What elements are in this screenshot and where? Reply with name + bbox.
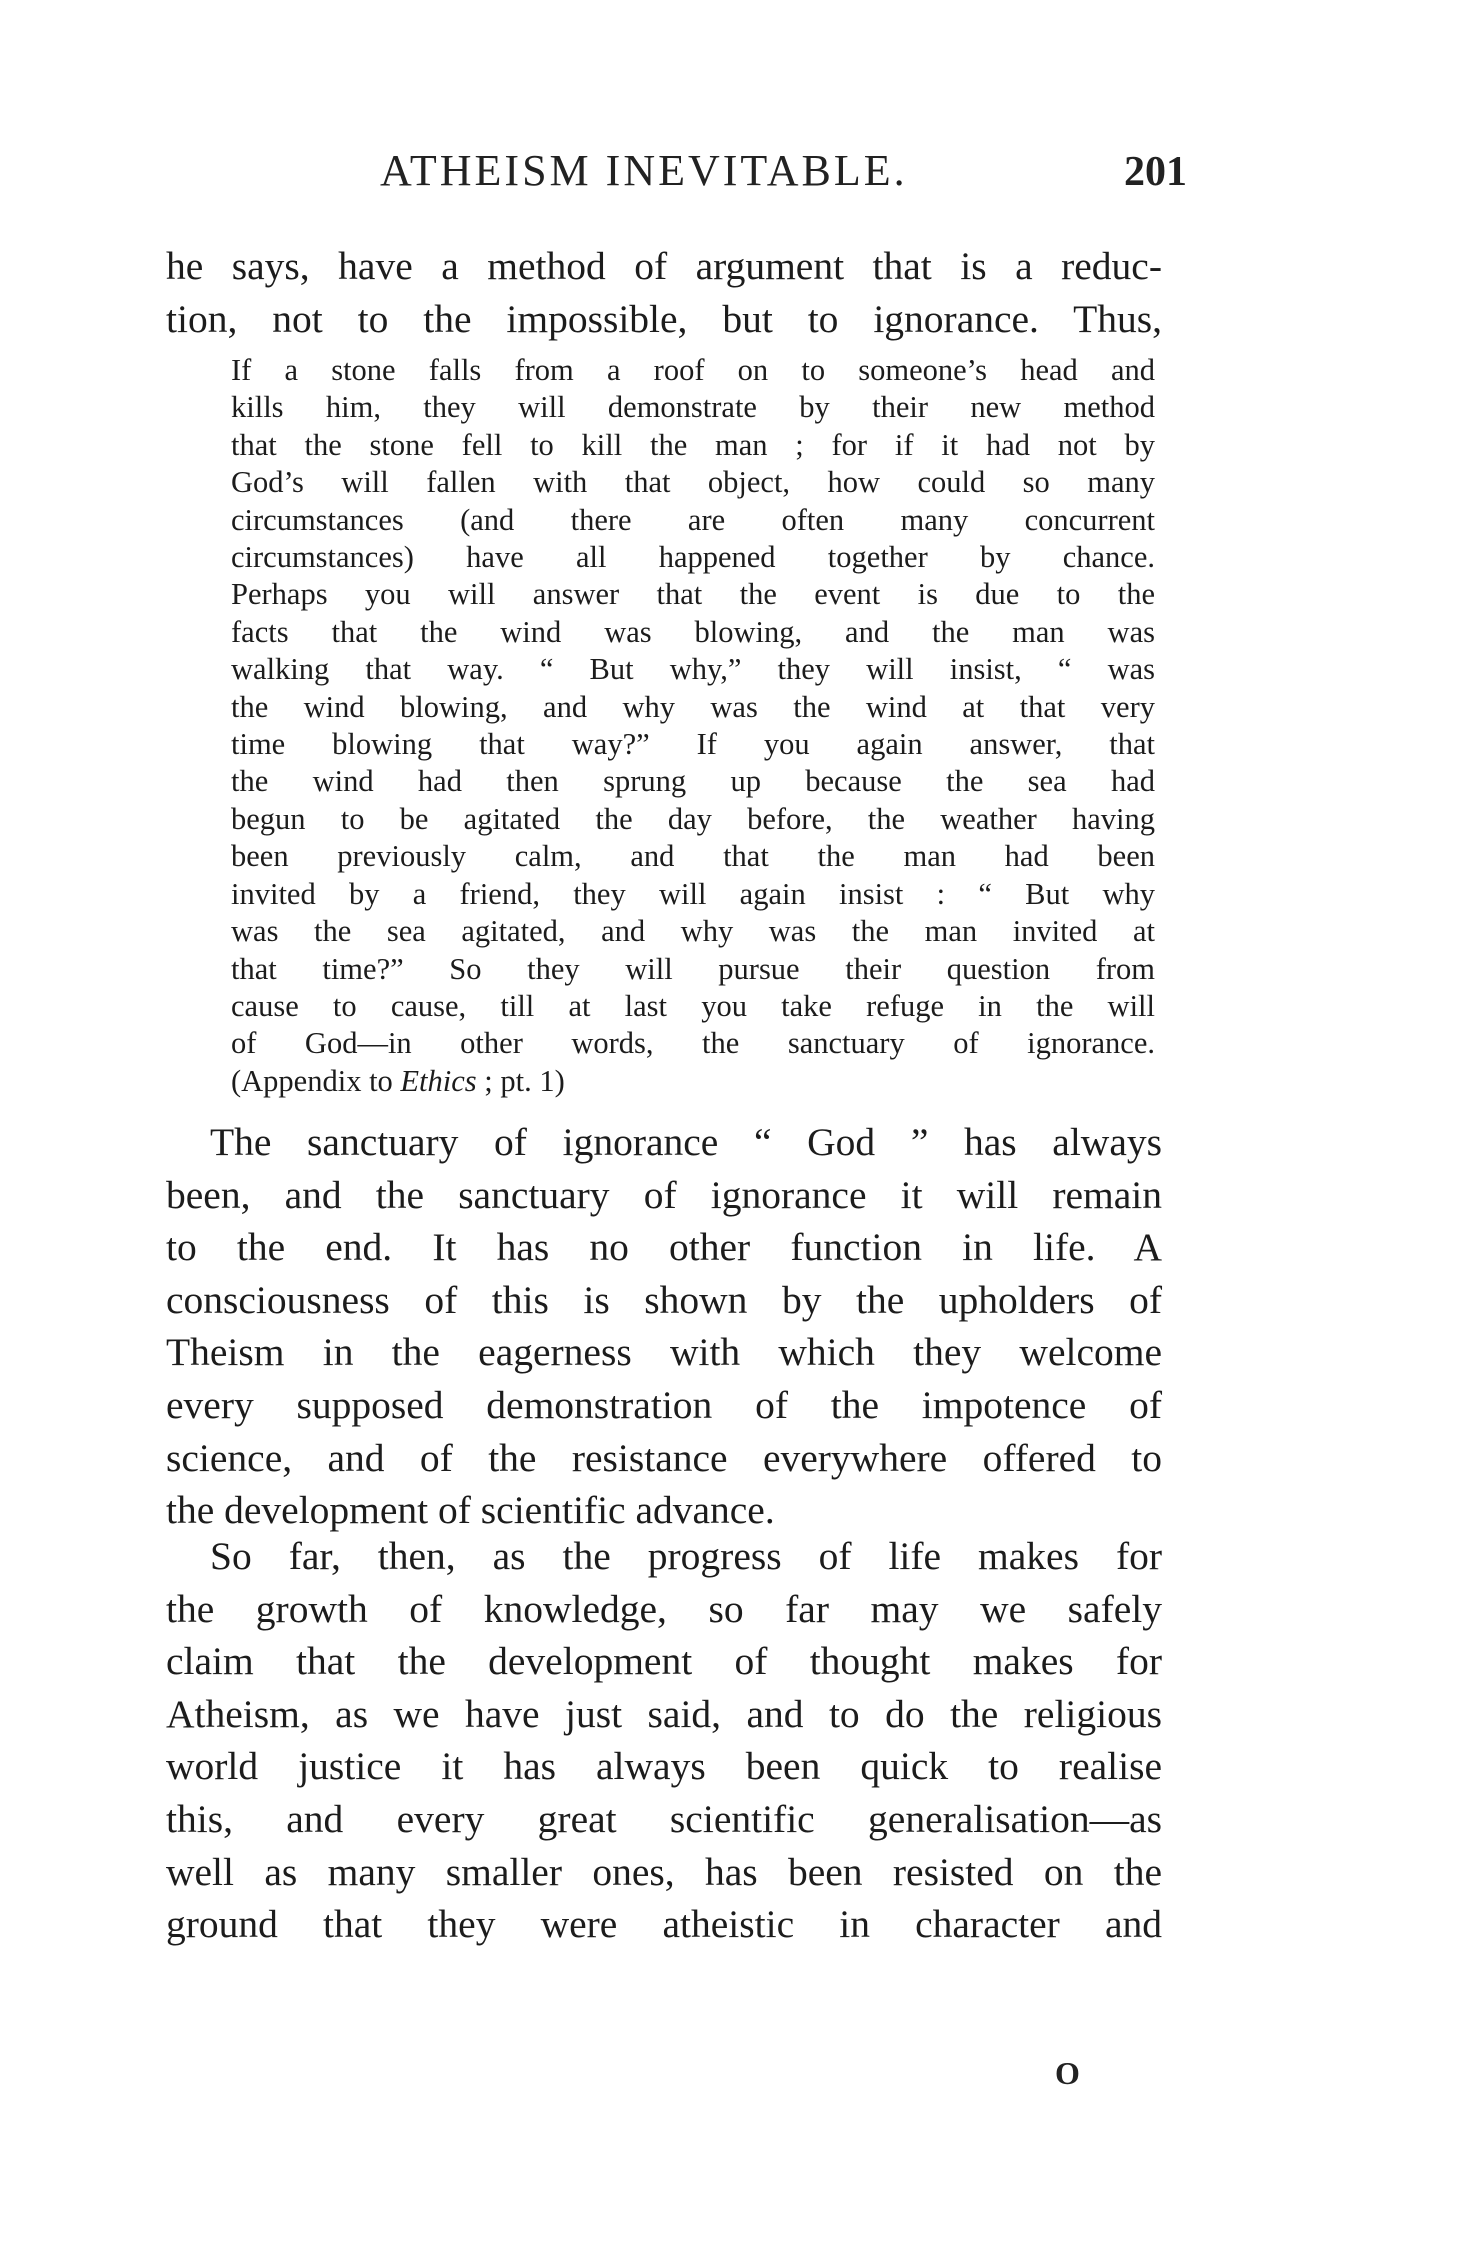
paragraph-3 <box>166 1530 1162 1951</box>
running-title: ATHEISM INEVITABLE. <box>380 146 908 195</box>
paragraph-1 <box>166 240 1162 345</box>
quote-citation <box>231 1063 1155 1100</box>
quote-line: circumstances (and there are often many concurrent <box>231 502 1155 537</box>
paragraph-2 <box>166 1116 1162 1537</box>
text-line: So far, then, as the progress of life makes for <box>210 1534 1162 1578</box>
quote-line: invited by a friend, they will again insist : “ But why <box>231 876 1155 911</box>
quote-line: Perhaps you will answer that the event is due to the <box>231 577 1155 612</box>
text-line: this, and every great scientific generalisation—as <box>166 1796 1162 1841</box>
signature-mark: O <box>1055 2055 1080 2091</box>
text-line: Theism in the eagerness with which they welcome <box>166 1330 1162 1375</box>
text-line: tion, not to the impossible, but to ignorance. Thus, <box>166 296 1162 341</box>
quote-line: that time?” So they will pursue their question from <box>231 951 1155 986</box>
text-line: ground that they were atheistic in character and <box>166 1902 1162 1947</box>
citation-title: Ethics <box>400 1063 477 1098</box>
quote-line: circumstances) have all happened together by chance. <box>231 540 1155 575</box>
text-line: every supposed demonstration of the impotence of <box>166 1382 1162 1427</box>
quote-line: of God—in other words, the sanctuary of ignorance. <box>231 1026 1155 1061</box>
block-quote <box>231 352 1155 1100</box>
page-number: 201 <box>1124 149 1187 195</box>
quote-line: facts that the wind was blowing, and the man was <box>231 614 1155 649</box>
text-line: claim that the development of thought makes for <box>166 1639 1162 1684</box>
text-line: world justice it has always been quick to realise <box>166 1744 1162 1789</box>
text-line: consciousness of this is shown by the upholders of <box>166 1277 1162 1322</box>
text-line: science, and of the resistance everywhere offered to <box>166 1435 1162 1480</box>
quote-line: time blowing that way?” If you again answer, that <box>231 727 1155 762</box>
text-line: he says, have a method of argument that is a reduc- <box>166 244 1162 288</box>
quote-line: been previously calm, and that the man had been <box>231 839 1155 874</box>
text-line: the growth of knowledge, so far may we safely <box>166 1586 1162 1631</box>
text-line: been, and the sanctuary of ignorance it will remain <box>166 1172 1162 1217</box>
quote-line: God’s will fallen with that object, how could so many <box>231 465 1155 500</box>
quote-line: was the sea agitated, and why was the man invited at <box>231 914 1155 949</box>
quote-line: If a stone falls from a roof on to someone’s head and <box>231 353 1155 387</box>
citation-prefix: (Appendix to <box>231 1063 401 1098</box>
text-line: well as many smaller ones, has been resisted on the <box>166 1849 1162 1894</box>
quote-line: the wind blowing, and why was the wind at that very <box>231 689 1155 724</box>
text-line: to the end. It has no other function in life. A <box>166 1225 1162 1270</box>
quote-line: begun to be agitated the day before, the weather having <box>231 801 1155 836</box>
text-line: Atheism, as we have just said, and to do the religious <box>166 1691 1162 1736</box>
quote-line: cause to cause, till at last you take refuge in the will <box>231 988 1155 1023</box>
quote-line: kills him, they will demonstrate by their new method <box>231 390 1155 425</box>
citation-suffix: ; pt. 1) <box>476 1063 565 1098</box>
text-line: The sanctuary of ignorance “ God ” has always <box>210 1120 1162 1164</box>
quote-line: the wind had then sprung up because the sea had <box>231 764 1155 799</box>
quote-line: walking that way. “ But why,” they will insist, “ was <box>231 652 1155 687</box>
quote-line: that the stone fell to kill the man ; for if it had not by <box>231 427 1155 462</box>
text-line: the development of scientific advance. <box>166 1488 775 1533</box>
